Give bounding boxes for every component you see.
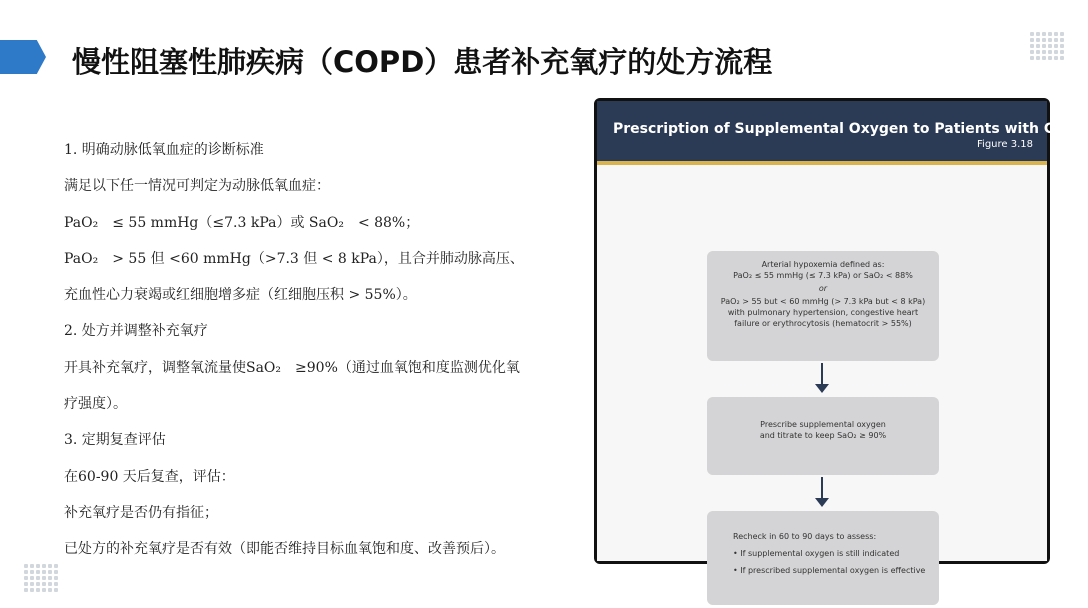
box-text: with pulmonary hypertension, congestive heart bbox=[727, 308, 919, 317]
box-text: Arterial hypoxemia defined as: bbox=[761, 260, 885, 269]
text-line: 充血性心力衰竭或红细胞增多症（红细胞压积 > 55%）。 bbox=[64, 287, 417, 304]
figure-number: Figure 3.18 bbox=[977, 139, 1033, 150]
text-line: 已处方的补充氧疗是否有效（即能否维持目标血氧饱和度、改善预后）。 bbox=[64, 541, 505, 558]
decorative-dot-grid bbox=[1030, 32, 1064, 60]
box-text: failure or erythrocytosis (hematocrit > 55%) bbox=[734, 319, 912, 328]
text-line: PaO₂ ≤ 55 mmHg（≤7.3 kPa）或 SaO₂ < 88%； bbox=[64, 214, 420, 231]
copd-oxygen-flowchart-figure bbox=[594, 98, 1088, 575]
page-title: 慢性阻塞性肺疾病（COPD）患者补充氧疗的处方流程 bbox=[72, 45, 773, 79]
box-text: • If supplemental oxygen is still indicated bbox=[733, 549, 900, 558]
box-text: and titrate to keep SaO₂ ≥ 90% bbox=[759, 431, 887, 440]
text-line: PaO₂ > 55 但 <60 mmHg（>7.3 但 < 8 kPa），且合并肺动脉高压、 bbox=[64, 250, 524, 267]
box-text: PaO₂ > 55 but < 60 mmHg (> 7.3 kPa but < 8 kPa) bbox=[720, 297, 926, 306]
figure-header bbox=[597, 101, 1088, 161]
flowchart-box-hypoxemia-criteria bbox=[707, 251, 939, 361]
decorative-dot-grid bbox=[24, 564, 58, 592]
box-text: Prescribe supplemental oxygen bbox=[760, 420, 886, 429]
flowchart-box-recheck bbox=[707, 511, 939, 605]
step1-heading: 1. 明确动脉低氧血症的诊断标准 bbox=[64, 142, 264, 158]
box-text: or bbox=[818, 284, 828, 293]
text-line: 疗强度）。 bbox=[64, 396, 127, 413]
prescription-steps-text bbox=[64, 136, 584, 572]
flow-arrow-down bbox=[821, 477, 823, 499]
title-accent-bar bbox=[0, 40, 46, 74]
box-text: Recheck in 60 to 90 days to assess: bbox=[733, 532, 877, 541]
text-line: 补充氧疗是否仍有指征； bbox=[64, 504, 218, 521]
text-line: 在60-90 天后复查，评估： bbox=[64, 468, 235, 485]
flowchart-box-prescribe-oxygen bbox=[707, 397, 939, 475]
text-line: 满足以下任一情况可判定为动脉低氧血症： bbox=[64, 178, 330, 195]
flowchart-body bbox=[597, 165, 1047, 575]
step2-heading: 2. 处方并调整补充氧疗 bbox=[64, 323, 208, 340]
figure-title: Prescription of Supplemental Oxygen to Patients with COPD bbox=[613, 121, 1088, 137]
step3-heading: 3. 定期复查评估 bbox=[64, 432, 166, 449]
flow-arrow-down bbox=[821, 363, 823, 385]
box-text: PaO₂ ≤ 55 mmHg (≤ 7.3 kPa) or SaO₂ < 88% bbox=[733, 271, 913, 280]
box-text: • If prescribed supplemental oxygen is effective bbox=[733, 566, 926, 575]
text-line: 开具补充氧疗，调整氧流量使SaO₂ ≥90%（通过血氧饱和度监测优化氧 bbox=[64, 359, 520, 376]
